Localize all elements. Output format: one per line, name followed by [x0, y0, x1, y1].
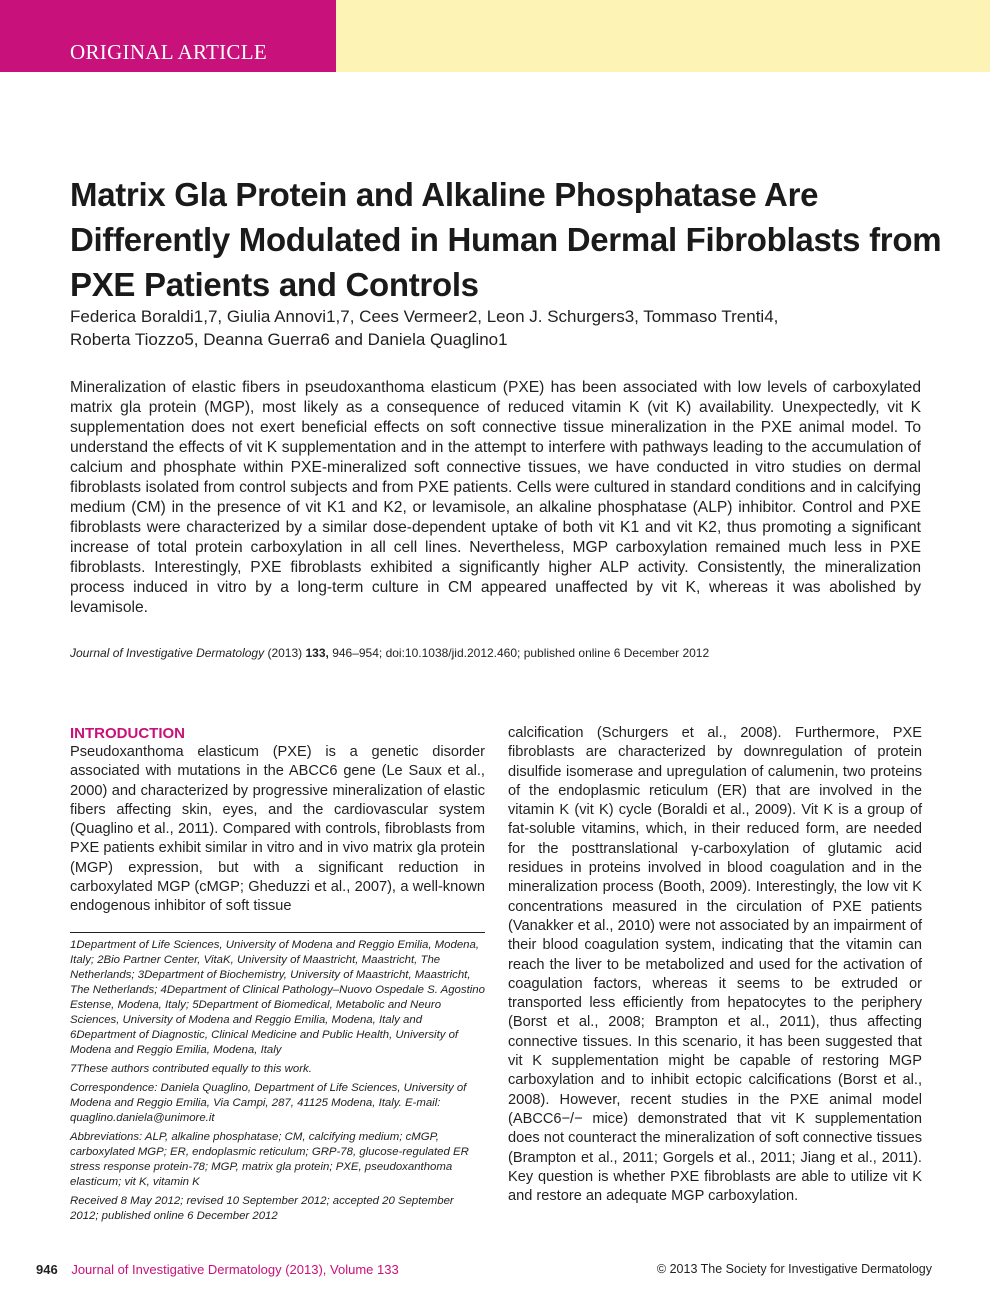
article-type-label: ORIGINAL ARTICLE — [70, 40, 267, 64]
section-heading-introduction: INTRODUCTION — [70, 725, 185, 742]
journal-info: Journal of Investigative Dermatology (2013), Volume 133 — [71, 1262, 399, 1277]
abbreviations: Abbreviations: ALP, alkaline phosphatase; CM, calcifying medium; cMGP, carboxylated MGP; ER, endoplasmic reticulum; GRP-78, glucose-regulated ER stress response protein-78; MGP, matrix gla protein; PXE, pseudoxanthoma elasticum; vit K, vitamin K — [70, 1131, 469, 1188]
author-line-2: Roberta Tiozzo5, Deanna Guerra6 and Daniela Quaglino1 — [70, 330, 508, 349]
left-column — [70, 724, 485, 917]
received-dates: Received 8 May 2012; revised 10 September 2012; accepted 20 September 2012; published online 6 December 2012 — [70, 1195, 454, 1222]
header-band-accent — [336, 0, 990, 72]
citation-line: Journal of Investigative Dermatology (2013) 133, 946–954; doi:10.1038/jid.2012.460; published online 6 December 2012 — [70, 646, 710, 660]
intro-paragraph-left: Pseudoxanthoma elasticum (PXE) is a genetic disorder associated with mutations in the ABCC6 gene (Le Saux et al., 2000) and characterized by progressive mineralization of elastic fibers affecting skin, eyes, and the cardiovascular system (Quaglino et al., 2011). Compared with controls, fibroblasts from PXE patients exhibit similar in vitro and in vivo matrix gla protein (MGP) expression, but with a significant reduction in carboxylated MGP (cMGP; Gheduzzi et al., 2007), a well-known endogenous inhibitor of soft tissue — [70, 744, 485, 915]
abstract: Mineralization of elastic fibers in pseudoxanthoma elasticum (PXE) has been associated with low levels of carboxylated matrix gla protein (MGP), most likely as a consequence of reduced vitamin K (vit K) availability. Unexpectedly, vit K supplementation does not exert beneficial effects on soft connective tissue mineralization in the PXE animal model. To understand the effects of vit K supplementation and in the attempt to interfere with pathways leading to the accumulation of calcium and phosphate within PXE-mineralized soft connective tissues, we have conducted in vitro studies on dermal fibroblasts isolated from control subjects and from PXE patients. Cells were cultured in standard conditions and in calcifying medium (CM) in the presence of vit K1 and K2, or levamisole, an alkaline phosphatase (ALP) inhibitor. Control and PXE fibroblasts were characterized by a similar dose-dependent uptake of both vit K1 and vit K2, thus promoting a significant increase of total protein carboxylation in all cell lines. Nevertheless, MGP carboxylation remained much less in PXE fibroblasts. Interestingly, PXE fibroblasts exhibited a significantly higher ALP activity. Consistently, the mineralization process induced in vitro by a long-term culture in CM appeared unaffected by vit K, whereas it was abolished by levamisole. — [70, 379, 921, 616]
article-title: Matrix Gla Protein and Alkaline Phosphatase Are Differently Modulated in Human Dermal Fibroblasts from PXE Patients and Controls — [70, 176, 942, 303]
author-list — [70, 305, 950, 351]
affiliations: 1Department of Life Sciences, University of Modena and Reggio Emilia, Modena, Italy; 2Bio Partner Center, VitaK, University of Maastricht, Maastricht, The Netherlands; 3Department of Biochemistry, University of Maastricht, Maastricht, The Netherlands; 4Department of Clinical Pathology–Nuovo Ospedale S. Agostino Estense, Modena, Italy; 5Department of Biomedical, Metabolic and Neuro Sciences, University of Modena and Reggio Emilia, Modena, Italy and 6Department of Diagnostic, Clinical Medicine and Public Health, University of Modena and Reggio Emilia, Modena, Italy — [70, 939, 485, 1056]
page-number: 946 — [36, 1262, 58, 1277]
footer-journal — [36, 1262, 399, 1277]
author-line-1: Federica Boraldi1,7, Giulia Annovi1,7, Cees Vermeer2, Leon J. Schurgers3, Tommaso Trenti4, — [70, 307, 779, 326]
equal-contribution-note: 7These authors contributed equally to this work. — [70, 1063, 312, 1075]
right-column — [508, 724, 922, 1206]
copyright: © 2013 The Society for Investigative Dermatology — [656, 1262, 932, 1276]
correspondence: Correspondence: Daniela Quaglino, Department of Life Sciences, University of Modena and Reggio Emilia, Via Campi, 287, 41125 Modena, Italy. E-mail: quaglino.daniela@unimore.it — [70, 1082, 467, 1124]
footnote-divider — [70, 932, 485, 933]
intro-paragraph-right: calcification (Schurgers et al., 2008). Furthermore, PXE fibroblasts are characterized by downregulation of protein disulfide isomerase and upregulation of calumenin, two proteins of the endoplasmic reticulum (ER) that are involved in the vitamin K (vit K) cycle (Boraldi et al., 2009). Vit K is a group of fat-soluble vitamins, which, in their reduced form, are needed for the posttranslational γ-carboxylation of glutamic acid residues in proteins involved in blood coagulation and in the mineralization process (Booth, 2009). Interestingly, the low vit K concentrations measured in the circulation of PXE patients (Vanakker et al., 2010) were not associated by an impairment of their blood coagulation system, indicating that the vitamin can reach the liver to be metabolized and used for the activation of coagulation factors, whereas it seems to be extruded or transported less efficiently from hepatocytes to the periphery (Borst et al., 2008; Brampton et al., 2011), thus affecting connective tissues. In this scenario, it has been suggested that vit K supplementation might be capable of restoring MGP carboxylation and to inhibit ectopic calcifications (Borst et al., 2008). However, recent studies in the PXE animal model (ABCC6−/− mice) demonstrated that vit K supplementation does not counteract the mineralization of soft connective tissues (Brampton et al., 2011; Gorgels et al., 2011; Jiang et al., 2011). Key question is whether PXE fibroblasts are able to utilize vit K and restore an adequate MGP carboxylation. — [508, 725, 922, 1205]
footnotes — [70, 938, 485, 1228]
